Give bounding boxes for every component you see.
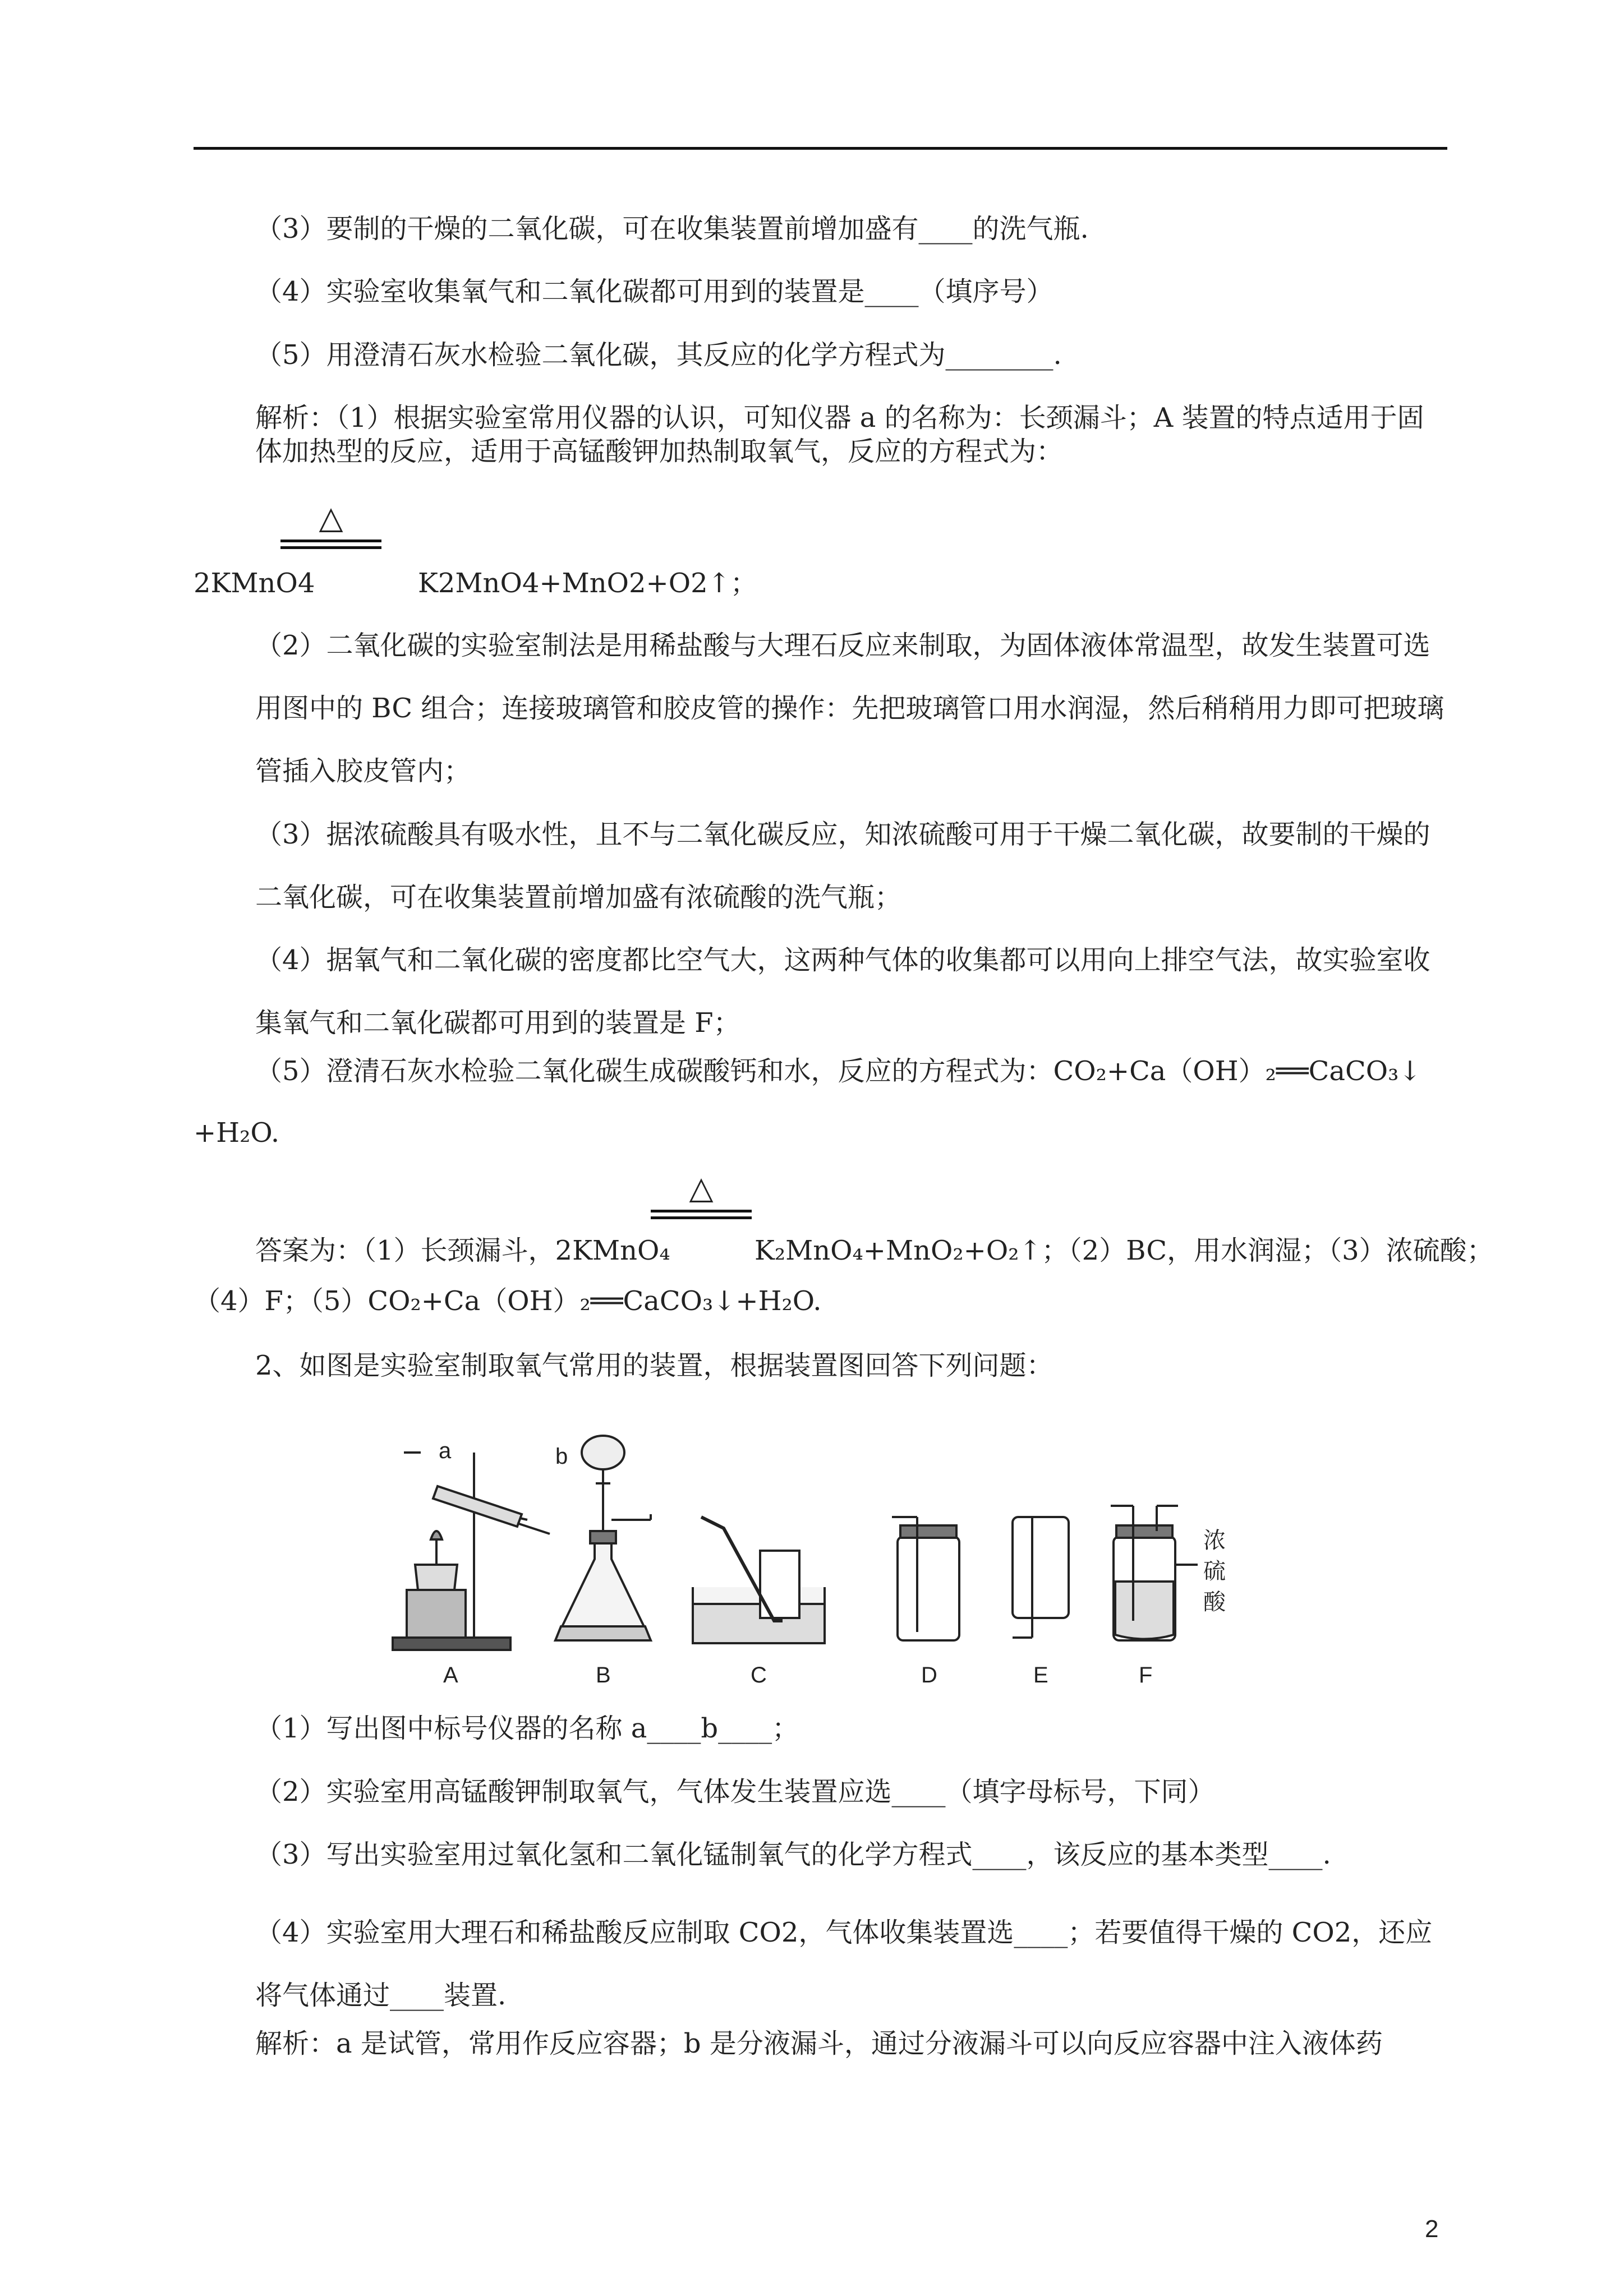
- figure-label-f: F: [1139, 1663, 1153, 1688]
- equation-1-right: K2MnO4+MnO2+O2↑；: [418, 568, 757, 599]
- apparatus-d: [892, 1517, 959, 1640]
- q2-part-3: （3）写出实验室用过氧化氢和二氧化锰制氧气的化学方程式____，该反应的基本类型____.: [255, 1839, 1331, 1870]
- heat-triangle-icon: △: [689, 1170, 714, 1206]
- analysis-paragraph-4: （4）据氧气和二氧化碳的密度都比空气大，这两种气体的收集都可以用向上排空气法，故实验室收集氧气和二氧化碳都可用到的装置是 F；: [255, 944, 1430, 1039]
- question-4-text: （4）实验室收集氧气和二氧化碳都可用到的装置是____（填序号）: [255, 276, 1053, 307]
- q2-part-2: （2）实验室用高锰酸钾制取氧气，气体发生装置应选____（填字母标号，下同）: [255, 1776, 1215, 1808]
- q2-analysis: 解析：a 是试管，常用作反应容器；b 是分液漏斗，通过分液漏斗可以向反应容器中注入液体药: [255, 2028, 1383, 2059]
- answer-line-2: （4）F；（5）CO₂+Ca（OH）₂══CaCO₃↓+H₂O.: [194, 1285, 822, 1317]
- heat-condition: [280, 500, 381, 555]
- condition-bar: [651, 1216, 752, 1219]
- q2-part-4: （4）实验室用大理石和稀盐酸反应制取 CO2，气体收集装置选____；若要值得干燥的 CO2，还应将气体通过____装置.: [255, 1917, 1433, 2011]
- apparatus-b: [555, 1436, 651, 1640]
- figure-label-c: C: [751, 1663, 767, 1688]
- figure-label-e: E: [1033, 1663, 1048, 1688]
- heat-condition: [651, 1170, 752, 1225]
- condition-bar: [651, 1210, 752, 1212]
- apparatus-a: [393, 1453, 550, 1650]
- side-text-3: 酸: [1203, 1590, 1226, 1615]
- question-5-text: （5）用澄清石灰水检验二氧化碳，其反应的化学方程式为________.: [255, 339, 1062, 371]
- apparatus-c: [693, 1517, 825, 1643]
- figure-label-b: B: [596, 1663, 611, 1688]
- apparatus-figure: [387, 1419, 1307, 1694]
- question-2-heading: 2、如图是实验室制取氧气常用的装置，根据装置图回答下列问题：: [255, 1350, 1053, 1381]
- header-rule: [194, 147, 1447, 150]
- callout-b-label: b: [555, 1444, 568, 1469]
- analysis-paragraph-3: （3）据浓硫酸具有吸水性，且不与二氧化碳反应，知浓硫酸可用于干燥二氧化碳，故要制的干燥的二氧化碳，可在收集装置前增加盛有浓硫酸的洗气瓶；: [255, 819, 1430, 913]
- apparatus-e: [1013, 1517, 1069, 1638]
- answer-line-1a: 答案为：（1）长颈漏斗，2KMnO₄: [255, 1235, 670, 1266]
- analysis-paragraph-5-line2: +H₂O.: [194, 1117, 280, 1149]
- answer-line-1b: K₂MnO₄+MnO₂+O₂↑；（2）BC，用水润湿；（3）浓硫酸；: [755, 1235, 1494, 1266]
- analysis-paragraph-1: 解析：（1）根据实验室常用仪器的认识，可知仪器 a 的名称为：长颈漏斗；A 装置的特点适用于固体加热型的反应，适用于高锰酸钾加热制取氧气，反应的方程式为：: [255, 402, 1424, 467]
- condition-bar: [280, 540, 381, 542]
- q2-part-1: （1）写出图中标号仪器的名称 a____b____；: [255, 1713, 799, 1744]
- heat-triangle-icon: △: [319, 500, 343, 536]
- side-text-1: 浓: [1203, 1528, 1226, 1553]
- condition-bar: [280, 546, 381, 549]
- side-text-2: 硫: [1203, 1559, 1226, 1584]
- figure-label-d: D: [921, 1663, 937, 1688]
- apparatus-f: [1111, 1506, 1198, 1640]
- question-3-text: （3）要制的干燥的二氧化碳，可在收集装置前增加盛有____的洗气瓶.: [255, 213, 1089, 245]
- callout-a-label: a: [439, 1439, 452, 1463]
- analysis-paragraph-5-line1: （5）澄清石灰水检验二氧化碳生成碳酸钙和水，反应的方程式为：CO₂+Ca（OH）₂══CaCO₃↓: [255, 1055, 1421, 1087]
- figure-label-a: A: [443, 1663, 458, 1688]
- analysis-paragraph-2: （2）二氧化碳的实验室制法是用稀盐酸与大理石反应来制取，为固体液体常温型，故发生装置可选用图中的 BC 组合；连接玻璃管和胶皮管的操作：先把玻璃管口用水润湿，然后稍稍用力即可把玻璃管插入胶皮管内；: [255, 630, 1444, 787]
- page-number: 2: [1425, 2215, 1439, 2243]
- equation-1-left: 2KMnO4: [194, 568, 315, 599]
